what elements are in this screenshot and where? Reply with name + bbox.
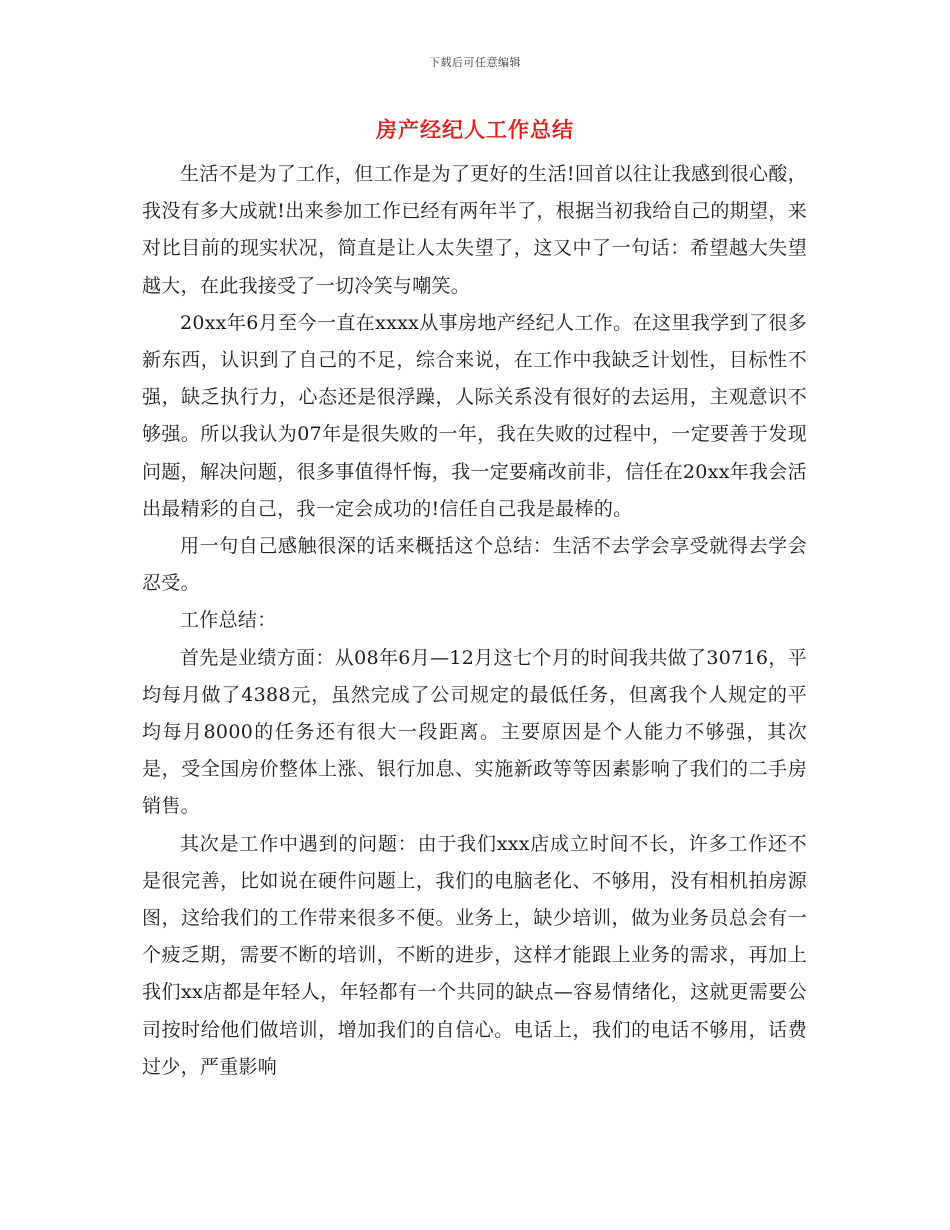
paragraph-problems: 其次是工作中遇到的问题：由于我们xxx店成立时间不长，许多工作还不是很完善，比如说在硬件问题上，我们的电脑老化、不够用，没有相机拍房源图，这给我们的工作带来很多不便。业务上，缺少培训，做为业务员总会有一个疲乏期，需要不断的培训，不断的进步，这样才能跟上业务的需求，再加上我们xx店都是年轻人，年轻都有一个共同的缺点—容易情绪化，这就更需要公司按时给他们做培训，增加我们的自信心。电话上，我们的电话不够用，话费过少，严重影响 (142, 832, 807, 1078)
paragraph-intro: 生活不是为了工作，但工作是为了更好的生活!回首以往让我感到很心酸，我没有多大成就!出来参加工作已经有两年半了，根据当初我给自己的期望，来对比目前的现实状况，简直是让人太失望了，这又中了一句话：希望越大失望越大，在此我接受了一切冷笑与嘲笑。 (142, 163, 807, 297)
paragraph-performance: 首先是业绩方面：从08年6月—12月这七个月的时间我共做了30716，平均每月做了4388元，虽然完成了公司规定的最低任务，但离我个人规定的平均每月8000的任务还有很大一段距离。主要原因是个人能力不够强，其次是，受全国房价整体上涨、银行加息、实施新政等等因素影响了我们的二手房销售。 (142, 646, 807, 818)
document-title: 房产经纪人工作总结 (376, 117, 574, 142)
paragraph-motto: 用一句自己感触很深的话来概括这个总结：生活不去学会享受就得去学会忍受。 (142, 535, 807, 595)
paragraph-experience: 20xx年6月至今一直在xxxx从事房地产经纪人工作。在这里我学到了很多新东西，认识到了自己的不足，综合来说，在工作中我缺乏计划性，目标性不强，缺乏执行力，心态还是很浮躁，人际关系没有很好的去运用，主观意识不够强。所以我认为07年是很失败的一年，我在失败的过程中，一定要善于发现问题，解决问题，很多事值得忏悔，我一定要痛改前非，信任在20xx年我会活出最精彩的自己，我一定会成功的!信任自己我是最棒的。 (142, 311, 807, 520)
paragraph-summary-heading: 工作总结： (180, 609, 277, 632)
header-note: 下载后可任意编辑 (429, 56, 521, 69)
document-body (142, 156, 807, 1086)
